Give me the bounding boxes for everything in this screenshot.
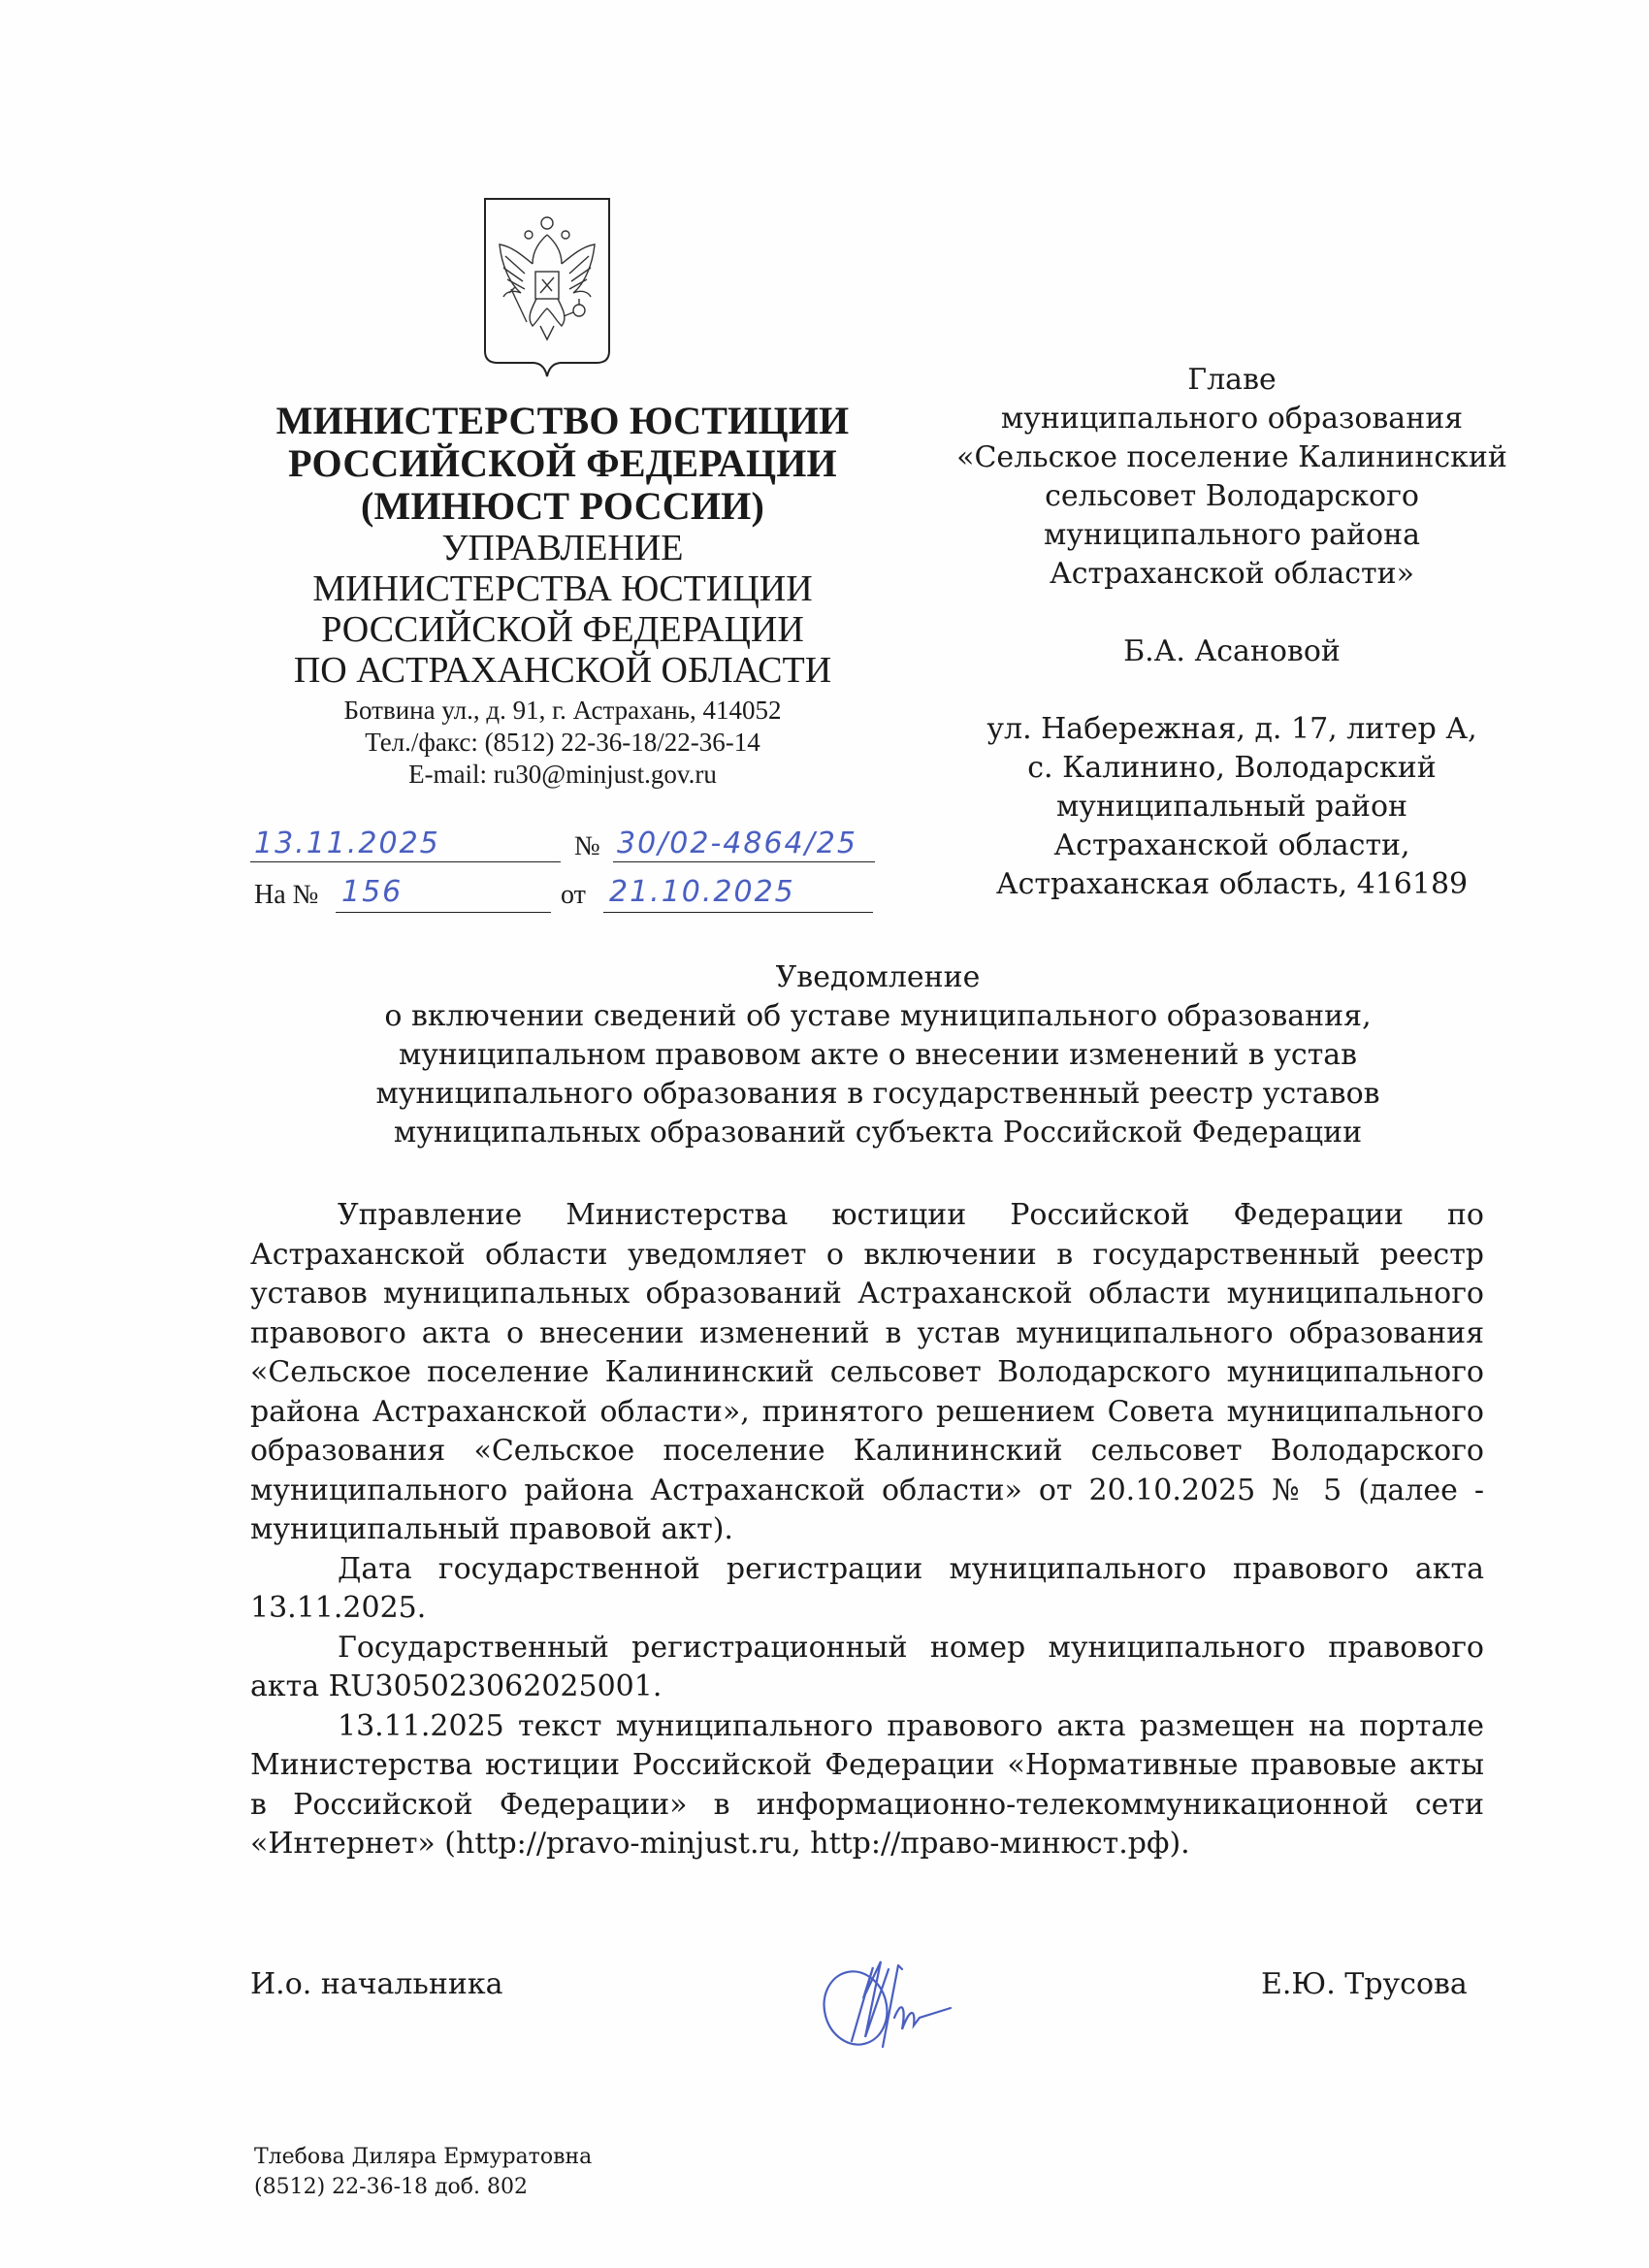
- body-paragraph: Управление Министерства юстиции Российской Федерации по Астраханской области уведомляет о включении в государственный реестр уставов муниципальных образований Астраханской области муниципального правового акта о внесении изменений в устав муниципального образования «Сельское поселение Калининский сельсовет Володарского муниципального района Астраханской области», принятого решением Совета муниципального образования «Сельское поселение Калининский сельсовет Володарского муниципального района Астраханской области» от 20.10.2025 № 5 (далее - муниципальный правовой акт).: [250, 1198, 1484, 1546]
- title-line: о включении сведений об уставе муниципального образования,: [384, 999, 1372, 1033]
- sender-phone: Тел./факс: (8512) 22-36-18/22-36-14: [365, 728, 760, 757]
- signatory-position: И.о. начальника: [250, 1967, 503, 2001]
- executor-phone: (8512) 22-36-18 доб. 802: [254, 2175, 529, 2199]
- addressee-address-line: муниципальный район: [1055, 790, 1408, 824]
- addressee-block: [931, 361, 1533, 904]
- body-paragraph: Дата государственной регистрации муниципального правового акта 13.11.2025.: [250, 1551, 1484, 1625]
- body-paragraph: 13.11.2025 текст муниципального правового акта размещен на портале Министерства юстиции Российской Федерации «Нормативные правовые акты в Российской Федерации» в информационно-телекоммуникационной сети «Интернет» (http://pravo-minjust.ru, http://право-минюст.рф).: [250, 1708, 1484, 1861]
- sender-address: Ботвина ул., д. 91, г. Астрахань, 414052: [343, 696, 782, 725]
- reference-date-underline: [603, 912, 873, 913]
- outgoing-number: 30/02-4864/25: [617, 826, 857, 860]
- document-title: [369, 958, 1387, 1152]
- document-body: [250, 1196, 1484, 1864]
- department-line: ПО АСТРАХАНСКОЙ ОБЛАСТИ: [293, 650, 832, 691]
- title-heading: Уведомление: [775, 960, 981, 994]
- signatory-name: Е.Ю. Трусова: [1261, 1967, 1468, 2001]
- addressee-name: Б.А. Асановой: [1123, 634, 1341, 668]
- reference-number: 156: [341, 875, 404, 909]
- addressee-address-line: Астраханской области,: [1053, 828, 1410, 862]
- addressee-line: муниципального образования: [1000, 402, 1464, 436]
- department-line: РОССИЙСКОЙ ФЕДЕРАЦИИ: [321, 609, 804, 650]
- body-paragraph: Государственный регистрационный номер муниципального правового акта RU305023062025001.: [250, 1630, 1484, 1703]
- addressee-line: Главе: [1187, 363, 1277, 397]
- addressee-address-line: Астраханская область, 416189: [995, 867, 1469, 901]
- org-name-line: МИНИСТЕРСТВО ЮСТИЦИИ: [275, 399, 850, 442]
- sender-email: E-mail: ru30@minjust.gov.ru: [408, 760, 717, 789]
- department-line: МИНИСТЕРСТВА ЮСТИЦИИ: [312, 568, 813, 609]
- number-label: №: [574, 831, 600, 861]
- addressee-address-line: ул. Набережная, д. 17, литер А,: [986, 712, 1477, 746]
- coat-of-arms-icon: [482, 196, 612, 380]
- org-name-line: РОССИЙСКОЙ ФЕДЕРАЦИИ: [288, 441, 837, 485]
- title-line: муниципальных образований субъекта Российской Федерации: [393, 1116, 1363, 1150]
- number-underline: [613, 861, 875, 862]
- addressee-line: Астраханской области»: [1050, 557, 1414, 591]
- reference-date: 21.10.2025: [609, 875, 795, 909]
- title-line: муниципального образования в государственный реестр уставов: [375, 1077, 1380, 1111]
- addressee-line: муниципального района: [1044, 518, 1420, 552]
- outgoing-date: 13.11.2025: [254, 826, 440, 860]
- reference-label: На №: [254, 880, 319, 910]
- executor-block: [254, 2142, 592, 2202]
- date-underline: [250, 861, 561, 862]
- addressee-line: «Сельское поселение Калининский: [956, 440, 1507, 474]
- reference-underline: [336, 912, 551, 913]
- title-line: муниципальном правовом акте о внесении изменений в устав: [398, 1038, 1358, 1072]
- org-name-line: (МИНЮСТ РОССИИ): [360, 484, 765, 528]
- handwritten-signature-icon: [805, 1940, 1018, 2057]
- from-label: от: [561, 880, 586, 910]
- addressee-address-line: с. Калинино, Володарский: [1027, 751, 1437, 785]
- sender-organization: [242, 400, 883, 791]
- department-line: УПРАВЛЕНИЕ: [441, 528, 684, 568]
- addressee-line: сельсовет Володарского: [1045, 479, 1419, 513]
- executor-name: Тлебова Диляра Ермуратовна: [254, 2145, 593, 2169]
